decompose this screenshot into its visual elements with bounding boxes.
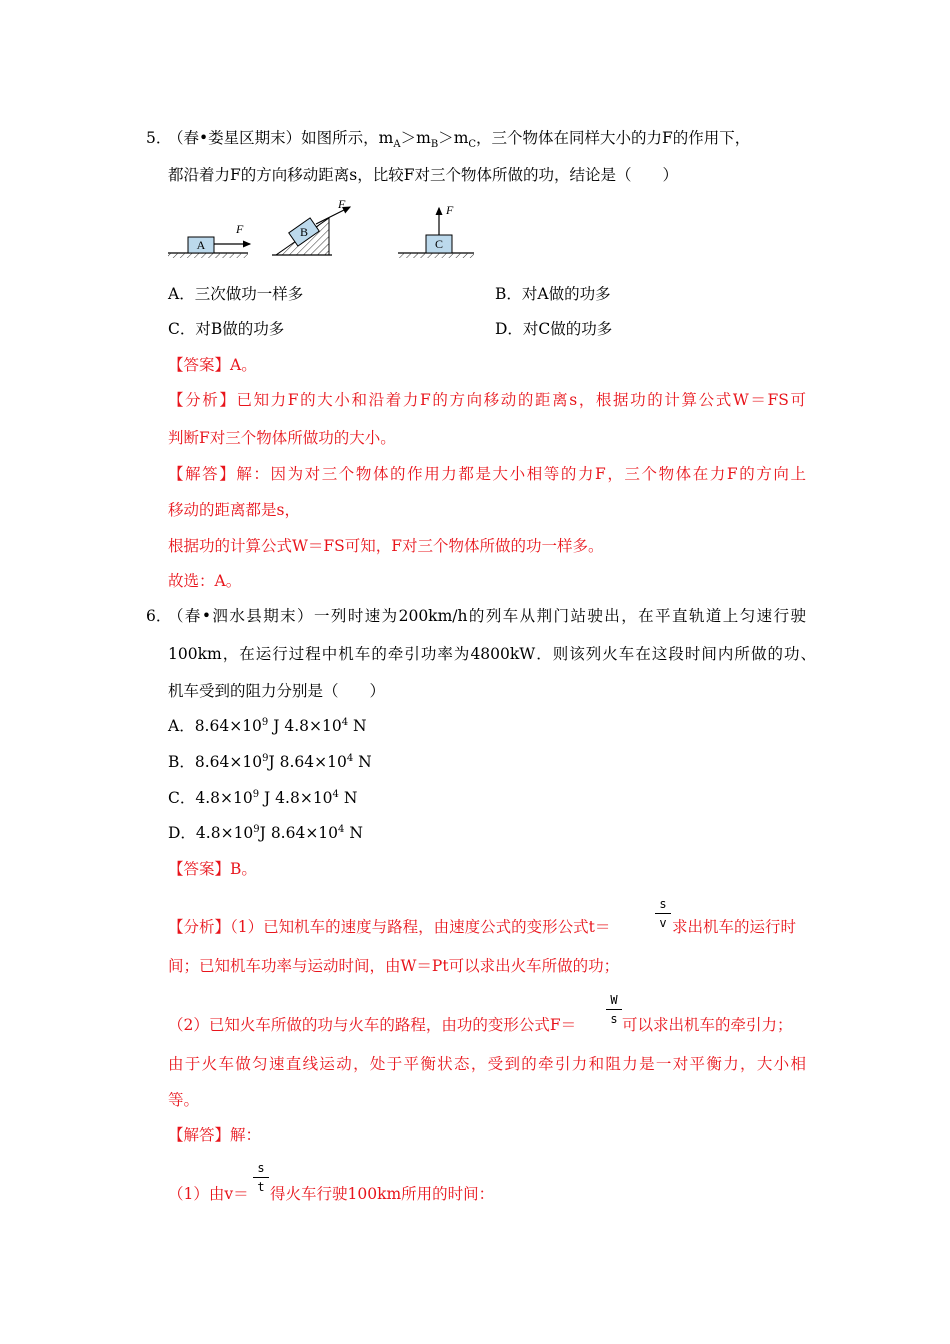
block-a-label: A — [196, 238, 206, 252]
q6-analysis-line1-post: 求出机车的运行时 — [672, 918, 797, 936]
q6-analysis-line5: 等。 — [168, 1091, 200, 1109]
q5-analysis-line2: 判断F对三个物体所做功的大小。 — [168, 429, 396, 447]
q5-option-b: B．对A做的功多 — [495, 285, 611, 303]
q6-option-b: B．$8.64\times 10^9J$ $8.64\times 10^4$ N — [168, 752, 372, 771]
q6-answer: 【答案】B。 — [168, 860, 257, 878]
q5-solution-line1: 【解答】解：因为对三个物体的作用力都是大小相等的力F，三个物体在力F的方向上 — [168, 465, 806, 483]
q6-stem-line2: 100km，在运行过程中机车的牵引功率为4800kW．则该列火车在这段时间内所做的功、 — [168, 645, 816, 663]
q6-analysis-line3-post: 可以求出机车的牵引力； — [622, 1016, 793, 1034]
force-b-label: F — [338, 197, 346, 211]
q6-option-a: A．$8.64\times 10^9$ J $4.8\times 10^4$ N — [168, 716, 367, 735]
q5-answer: 【答案】A。 — [168, 356, 257, 374]
q5-analysis-line1: 【分析】已知力F的大小和沿着力F的方向移动的距离s，根据功的计算公式W＝FS可 — [168, 391, 806, 409]
q6-solution-line1-pre: （1）由v＝ — [168, 1185, 249, 1203]
q5-figure — [164, 196, 484, 262]
figure-c — [398, 203, 474, 258]
q6-option-d: D．$4.8\times 10^9J$ $8.64\times 10^4$ N — [168, 823, 363, 842]
q5-solution-line2: 移动的距离都是s， — [168, 501, 300, 519]
q5-number: 5． — [146, 129, 172, 147]
q6-analysis-line4: 由于火车做匀速直线运动，处于平衡状态，受到的牵引力和阻力是一对平衡力，大小相 — [168, 1055, 806, 1073]
q5-option-d: D．对C做的功多 — [495, 320, 613, 338]
q5-solution-line4: 故选：A。 — [168, 572, 242, 590]
q5-stem-line1: （春•娄星区期末）如图所示，$m_A>m_B>m_C$，三个物体在同样大小的力F的作用下， — [168, 129, 751, 151]
force-a-label: F — [236, 222, 244, 236]
q6-analysis-line2: 间；已知机车功率与运动时间，由W＝Pt可以求出火车所做的功； — [168, 957, 620, 975]
q5-stem-line2: 都沿着力F的方向移动距离s，比较F对三个物体所做的功，结论是（ ） — [168, 166, 678, 184]
q6-solution-head: 【解答】解： — [168, 1126, 262, 1144]
force-c-label: F — [446, 203, 454, 217]
q5-option-c: C．对B做的功多 — [168, 320, 285, 338]
q6-analysis-line3-pre: （2）已知火车所做的功与火车的路程，由功的变形公式F＝ — [168, 1016, 577, 1034]
q6-number: 6． — [146, 607, 172, 625]
q6-option-c: C．$4.8\times 10^9$ J $4.8\times 10^4$ N — [168, 788, 358, 807]
q6-stem-line3: 机车受到的阻力分别是（ ） — [168, 682, 386, 700]
q5-option-a: A．三次做功一样多 — [168, 285, 304, 303]
figure-a — [168, 222, 250, 258]
figure-b — [272, 197, 350, 255]
q6-solution-line1-post: 得火车行驶100km所用的时间： — [270, 1185, 495, 1203]
q6-stem-line1: （春•泗水县期末）一列时速为200km/h的列车从荆门站驶出，在平直轨道上匀速行驶 — [168, 607, 806, 625]
q6-analysis-line1-pre: 【分析】（1）已知机车的速度与路程，由速度公式的变形公式t＝ — [168, 918, 611, 936]
q5-solution-line3: 根据功的计算公式W＝FS可知，F对三个物体所做的功一样多。 — [168, 537, 604, 555]
block-b-label: B — [299, 225, 309, 239]
block-c-label: C — [434, 237, 444, 251]
